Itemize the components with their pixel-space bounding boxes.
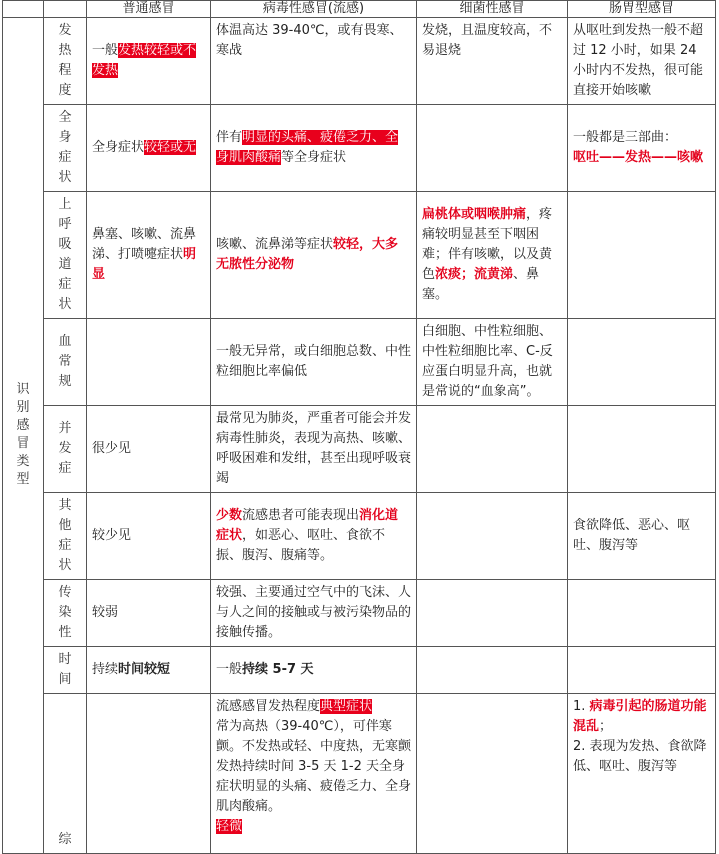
cell-common-duration: 持续时间较短 (87, 647, 211, 694)
row-label-fever: 发热程度 (44, 18, 87, 105)
table-row-blood (3, 319, 716, 406)
cell-viral-fever: 体温高达 39-40℃，或有畏寒、寒战 (211, 18, 417, 105)
cell-bacterial-other (417, 493, 568, 580)
side-label-cell (3, 18, 44, 854)
cell-viral-complication: 最常见为肺炎，严重者可能会并发病毒性肺炎，表现为高热、咳嗽、呼吸困难和发绀，甚至出现呼吸衰竭 (211, 406, 417, 493)
cell-gastric-complication (568, 406, 716, 493)
cell-bacterial-upper: 扁桃体或咽喉肿痛，疼痛较明显甚至下咽困难；伴有咳嗽，以及黄色浓痰；流黄涕、鼻塞。 (417, 192, 568, 319)
cell-bacterial-contagion (417, 580, 568, 647)
cell-common-fever: 一般发热较轻或不发热 (87, 18, 211, 105)
cell-gastric-upper (568, 192, 716, 319)
cell-gastric-other: 食欲降低、恶心、呕吐、腹泻等 (568, 493, 716, 580)
cell-common-complication: 很少见 (87, 406, 211, 493)
header-blank (3, 1, 44, 18)
header-gastric-cold: 肠胃型感冒 (568, 1, 716, 18)
cell-gastric-summary: 1. 病毒引起的肠道功能混乱； 2. 表现为发热、食欲降低、呕吐、腹泻等 (568, 694, 716, 854)
row-label-blood: 血常规 (44, 319, 87, 406)
table-row-contagion (3, 580, 716, 647)
cell-viral-blood: 一般无异常，或白细胞总数、中性粒细胞比率偏低 (211, 319, 417, 406)
header-bacterial-cold: 细菌性感冒 (417, 1, 568, 18)
cell-common-summary (87, 694, 211, 854)
cell-bacterial-complication (417, 406, 568, 493)
row-label-upper-respiratory: 上呼吸道症状 (44, 192, 87, 319)
cell-gastric-fever: 从呕吐到发热一般不超过 12 小时，如果 24 小时内不发热，很可能直接开始咳嗽 (568, 18, 716, 105)
cell-bacterial-fever: 发烧，且温度较高，不易退烧 (417, 18, 568, 105)
cell-common-blood (87, 319, 211, 406)
header-blank (44, 1, 87, 18)
row-label-body: 全身症状 (44, 105, 87, 192)
side-label: 识别感冒类型 (16, 382, 30, 487)
cell-gastric-body: 一般都是三部曲： 呕吐——发热——咳嗽 (568, 105, 716, 192)
cell-common-contagion: 较弱 (87, 580, 211, 647)
cell-bacterial-duration (417, 647, 568, 694)
cell-bacterial-body (417, 105, 568, 192)
cell-viral-summary: 流感感冒发热程度典型症状 常为高热（39-40℃），可伴寒颤。不发热或轻、中度热，无寒颤发热持续时间 3-5 天 1-2 天全身症状明显的头痛、疲倦乏力、全身肌肉酸痛。 轻微 (211, 694, 417, 854)
cell-viral-duration: 一般持续 5-7 天 (211, 647, 417, 694)
row-label-contagion: 传染性 (44, 580, 87, 647)
table-row-complication (3, 406, 716, 493)
cold-comparison-table (2, 0, 716, 854)
cell-common-other: 较少见 (87, 493, 211, 580)
row-label-summary: 综 (44, 694, 87, 854)
cell-bacterial-summary (417, 694, 568, 854)
cell-viral-body: 伴有明显的头痛、疲倦乏力、全身肌肉酸痛等全身症状 (211, 105, 417, 192)
table-row-summary (3, 694, 716, 854)
table-row-upper-respiratory (3, 192, 716, 319)
header-viral-cold: 病毒性感冒(流感) (211, 1, 417, 18)
cell-gastric-duration (568, 647, 716, 694)
table-row-fever (3, 18, 716, 105)
cell-gastric-blood (568, 319, 716, 406)
cell-common-upper: 鼻塞、咳嗽、流鼻涕、打喷嚏症状明显 (87, 192, 211, 319)
row-label-duration: 时间 (44, 647, 87, 694)
cell-viral-upper: 咳嗽、流鼻涕等症状较轻，大多无脓性分泌物 (211, 192, 417, 319)
row-label-other: 其他症状 (44, 493, 87, 580)
cell-gastric-contagion (568, 580, 716, 647)
table-row-body (3, 105, 716, 192)
header-common-cold: 普通感冒 (87, 1, 211, 18)
cell-viral-other: 少数流感患者可能表现出消化道症状，如恶心、呕吐、食欲不振、腹泻、腹痛等。 (211, 493, 417, 580)
cell-bacterial-blood: 白细胞、中性粒细胞、中性粒细胞比率、C-反应蛋白明显升高，也就是常说的“血象高”。 (417, 319, 568, 406)
cell-viral-contagion: 较强、主要通过空气中的飞沫、人与人之间的接触或与被污染物品的接触传播。 (211, 580, 417, 647)
row-label-complication: 并发症 (44, 406, 87, 493)
header-row (3, 1, 716, 18)
table-row-duration (3, 647, 716, 694)
cell-common-body: 全身症状较轻或无 (87, 105, 211, 192)
table-row-other (3, 493, 716, 580)
